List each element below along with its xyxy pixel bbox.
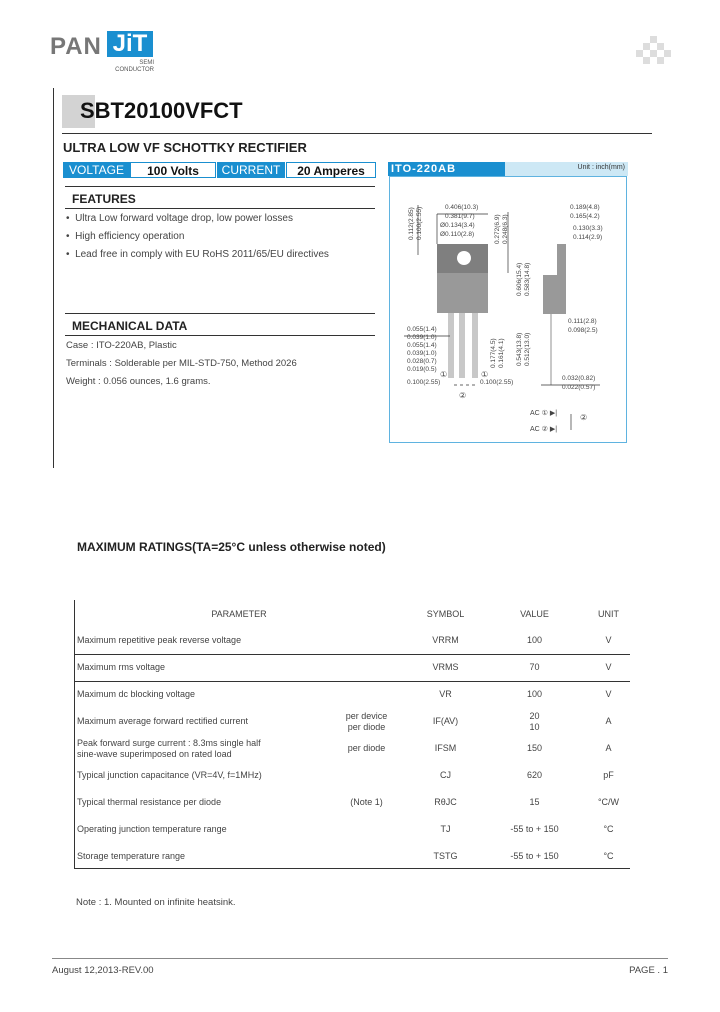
pin-marker: ①	[440, 370, 448, 379]
dim-label: 0.165(4.2)	[570, 213, 600, 220]
current-label: CURRENT	[217, 162, 285, 178]
pin-marker: ①	[481, 370, 489, 379]
voltage-value: 100 Volts	[130, 162, 216, 178]
dim-label: 0.161(4.1)	[498, 338, 505, 368]
feature-item: • Ultra Low forward voltage drop, low power losses	[66, 213, 293, 224]
features-heading: FEATURES	[72, 192, 136, 206]
unit-cell: °C/W	[597, 797, 620, 807]
dim-label: 0.272(6.9)	[494, 214, 501, 244]
dim-label: 0.022(0.57)	[562, 384, 596, 391]
pin-marker: ②	[580, 413, 588, 422]
dim-label: 0.406(10.3)	[445, 204, 479, 211]
unit-cell: A	[605, 743, 612, 753]
symbol-cell: RθJC	[434, 797, 457, 807]
parameter-cell: Maximum repetitive peak reverse voltage	[77, 634, 242, 645]
condition-cell: per device per diode	[345, 710, 388, 732]
unit-cell: V	[587, 654, 630, 681]
dim-label: 0.512(13.0)	[524, 332, 531, 366]
subtitle: ULTRA LOW VF SCHOTTKY RECTIFIER	[63, 140, 307, 155]
unit-note: Unit : inch(mm)	[577, 164, 625, 171]
mounting-hole	[457, 251, 471, 265]
value-cell: 100	[482, 681, 587, 708]
side-lead	[550, 314, 552, 385]
condition-cell	[324, 654, 409, 681]
table-row	[74, 789, 630, 816]
table-row	[74, 708, 630, 735]
table-row	[74, 627, 630, 654]
voltage-label: VOLTAGE	[63, 162, 130, 178]
part-number: SBT20100VFCT	[80, 98, 243, 123]
symbol-cell: IFSM	[434, 743, 457, 753]
pin-ac2-label: AC ②	[530, 426, 548, 433]
dim-label: 0.100(2.55)	[480, 379, 514, 386]
unit-cell: V	[605, 634, 612, 645]
table-bottom	[74, 868, 630, 869]
table-header-row	[74, 600, 630, 627]
value-cell: 15	[529, 797, 540, 807]
logo-sub1: SEMI	[139, 60, 154, 66]
parameter-cell: Typical junction capacitance (VR=4V, f=1MHz)	[77, 770, 262, 780]
dim-label: 0.543(13.8)	[516, 332, 523, 366]
parameter-cell: Maximum dc blocking voltage	[74, 681, 324, 708]
symbol-cell: IF(AV)	[432, 716, 459, 726]
value-cell: -55 to + 150	[510, 824, 559, 834]
mech-weight: Weight : 0.056 ounces, 1.6 grams.	[66, 376, 211, 387]
note: Note : 1. Mounted on infinite heatsink.	[76, 897, 236, 908]
symbol-cell: TJ	[440, 824, 451, 834]
condition-cell: per diode	[347, 743, 386, 753]
feature-text: Lead free in comply with EU RoHS 2011/65/EU directives	[75, 249, 329, 260]
pin-marker: ②	[459, 391, 467, 400]
side-body	[543, 275, 566, 314]
value-cell: 70	[482, 654, 587, 681]
value-cell: 100	[526, 634, 543, 645]
feature-text: Ultra Low forward voltage drop, low power losses	[75, 213, 293, 224]
dim-label: 0.177(4.5)	[490, 338, 497, 368]
table-row	[74, 681, 630, 708]
dim-label: Ø0.110(2.8)	[440, 231, 475, 238]
unit-cell: V	[587, 681, 630, 708]
dim-label: 0.130(3.3)	[573, 225, 603, 232]
symbol-cell: VR	[409, 681, 482, 708]
dim-label: 0.039(1.0)	[407, 334, 437, 341]
pin-ac1-label: AC ①	[530, 410, 548, 417]
pin-ac1	[530, 409, 557, 417]
unit-cell: A	[605, 716, 612, 726]
dim-label: Ø0.134(3.4)	[440, 222, 475, 229]
dim-label: 0.019(0.5)	[407, 366, 437, 373]
lead	[448, 313, 454, 378]
package-drawing	[0, 0, 720, 460]
max-ratings-title: MAXIMUM RATINGS(TA=25°C unless otherwise noted)	[77, 540, 386, 554]
package-name: ITO-220AB	[388, 162, 505, 176]
condition-cell: (Note 1)	[350, 797, 383, 807]
value-cell: 150	[526, 743, 543, 753]
table-row	[74, 816, 630, 843]
logo-jit: JiT	[107, 31, 153, 57]
table-row	[74, 843, 630, 870]
footer-line	[52, 958, 668, 959]
value-cell: -55 to + 150	[510, 851, 559, 861]
value-cell: 20 10	[529, 710, 540, 732]
unit-cell: °C	[603, 824, 614, 834]
lead	[459, 313, 465, 378]
parameter-cell: Peak forward surge current : 8.3ms single half sine-wave superimposed on rated load	[77, 737, 261, 759]
dim-label: 0.039(1.0)	[407, 350, 437, 357]
dim-label: 0.112(2.85)	[408, 207, 415, 240]
condition-cell	[324, 627, 409, 654]
dim-label: 0.100(2.55)	[416, 206, 423, 240]
table-row	[74, 735, 630, 762]
diode-icon: ▶|	[549, 426, 558, 433]
dim-label: 0.055(1.4)	[407, 326, 437, 333]
header-value: VALUE	[520, 608, 549, 619]
mech-case: Case : ITO-220AB, Plastic	[66, 340, 177, 351]
dim-label: 0.189(4.8)	[570, 204, 600, 211]
header-unit: UNIT	[598, 608, 619, 619]
value-cell: 620	[526, 770, 543, 780]
lead	[472, 313, 478, 378]
feature-item: • Lead free in comply with EU RoHS 2011/65/EU directives	[66, 249, 329, 260]
mechanical-heading: MECHANICAL DATA	[72, 319, 188, 333]
max-ratings-table	[74, 600, 630, 870]
symbol-cell: VRRM	[432, 634, 459, 645]
dim-label: 0.114(2.9)	[573, 234, 603, 241]
pin-ac2	[530, 425, 557, 433]
condition-cell	[324, 681, 409, 708]
unit-cell: pF	[603, 770, 614, 780]
condition-cell	[324, 816, 409, 843]
parameter-cell: Operating junction temperature range	[77, 824, 227, 834]
dim-label: 0.381(9.7)	[445, 213, 475, 220]
mech-terminals: Terminals : Solderable per MIL-STD-750, Method 2026	[66, 358, 297, 369]
dim-label: 0.111(2.8)	[568, 318, 597, 325]
header-symbol: SYMBOL	[426, 608, 465, 619]
logo-sub2: CONDUCTOR	[115, 67, 154, 73]
parameter-cell: Typical thermal resistance per diode	[77, 797, 222, 807]
dim-label: 0.583(14.8)	[524, 262, 531, 296]
table-row	[74, 762, 630, 789]
dim-label: 0.028(0.7)	[407, 358, 437, 365]
condition-cell	[324, 762, 409, 789]
symbol-cell: TSTG	[433, 851, 458, 861]
footer-date: August 12,2013-REV.00	[52, 965, 154, 976]
dim-label: 0.055(1.4)	[407, 342, 437, 349]
current-value: 20 Amperes	[286, 162, 376, 178]
side-tab	[557, 244, 566, 275]
parameter-cell: Storage temperature range	[77, 851, 186, 861]
dim-label: 0.100(2.55)	[407, 379, 441, 386]
table-row	[74, 654, 630, 681]
dim-label: 0.032(0.82)	[562, 375, 596, 382]
dim-label: 0.606(15.4)	[516, 262, 523, 296]
header-condition	[324, 600, 409, 627]
feature-text: High efficiency operation	[75, 231, 185, 242]
footer-page: PAGE . 1	[629, 965, 668, 976]
condition-cell	[324, 843, 409, 870]
header-parameter: PARAMETER	[211, 608, 267, 619]
symbol-cell: CJ	[440, 770, 451, 780]
logo-pan: PAN	[50, 33, 102, 60]
parameter-cell: Maximum average forward rectified current	[77, 716, 249, 726]
dim-label: 0.248(6.3)	[502, 214, 509, 244]
feature-item: • High efficiency operation	[66, 231, 185, 242]
unit-cell: °C	[603, 851, 614, 861]
diode-icon: ▶|	[549, 410, 558, 417]
parameter-cell: Maximum rms voltage	[74, 654, 324, 681]
dim-label: 0.098(2.5)	[568, 327, 598, 334]
symbol-cell: VRMS	[409, 654, 482, 681]
